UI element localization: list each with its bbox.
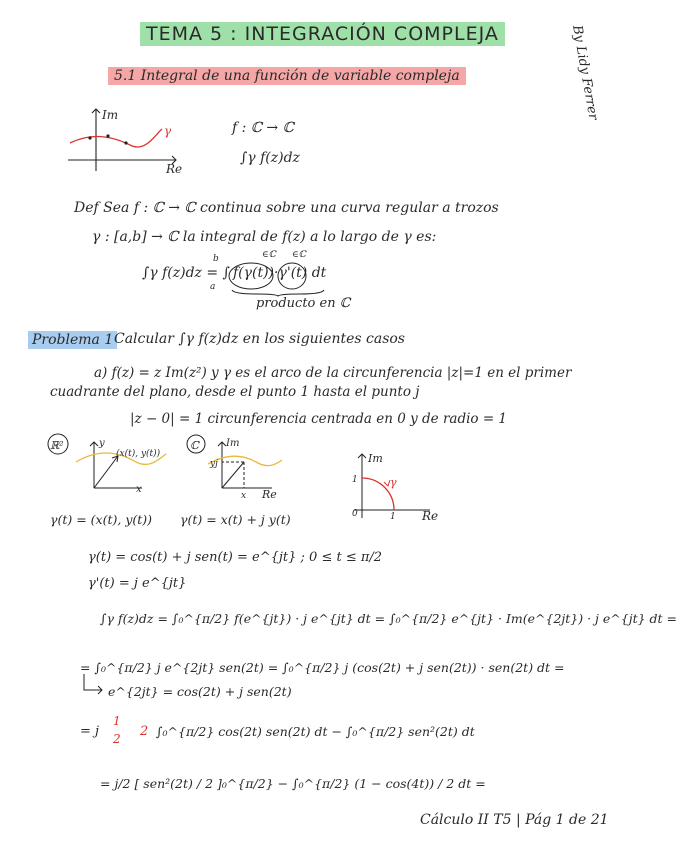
solution-line-6-prefix: = j	[80, 724, 100, 739]
solution-line-3: ∫γ f(z)dz = ∫₀^{π/2} f(e^{jt}) · j e^{jt} dt = ∫₀^{π/2} e^{jt} · Im(e^{2jt}) · j e^{jt} dt =	[100, 611, 677, 626]
author-signature	[553, 18, 601, 138]
solution-line-6: ∫₀^{π/2} cos(2t) sen(2t) dt − ∫₀^{π/2} sen²(2t) dt	[156, 724, 475, 739]
problem-tag: Problema 1	[28, 331, 117, 349]
problem-circle-definition: |z − 0| = 1 circunferencia centrada en 0 y de radio = 1	[130, 411, 508, 427]
solution-line-7: = j/2 [ sen²(2t) / 2 ]₀^{π/2} − ∫₀^{π/2} (1 − cos(4t)) / 2 dt =	[100, 776, 486, 791]
problem-a-line-2: cuadrante del plano, desde el punto 1 hasta el punto j	[50, 384, 420, 400]
definition-lower-limit: a	[210, 282, 216, 292]
r2-x-label: x	[136, 484, 142, 495]
c-x-tick: x	[241, 491, 247, 501]
gamma-c-formula: γ(t) = x(t) + j y(t)	[180, 512, 291, 527]
c-re-label: Re	[262, 488, 277, 501]
r2-y-label: y	[99, 438, 105, 449]
c-im-label: Im	[226, 438, 240, 449]
c-plane-plot	[186, 432, 286, 508]
intro-gamma-label: γ	[164, 124, 172, 138]
c-label: ℂ	[190, 439, 199, 452]
r2-label: ℝ²	[50, 439, 64, 452]
solution-line-1: γ(t) = cos(t) + j sen(t) = e^{jt} ; 0 ≤ t ≤ π/2	[88, 550, 383, 565]
page-footer: Cálculo II T5 | Pág 1 de 21	[420, 812, 609, 828]
definition-annotations	[226, 256, 332, 296]
solution-line-2: γ'(t) = j e^{jt}	[88, 576, 187, 591]
quarter-circle-plot	[340, 450, 450, 524]
quarter-im-label: Im	[368, 452, 383, 465]
page-title: TEMA 5 : INTEGRACIÓN COMPLEJA	[140, 22, 505, 46]
definition-line-2: γ : [a,b] → ℂ la integral de f(z) a lo largo de γ es:	[92, 229, 437, 245]
quarter-gamma-label: γ	[390, 476, 397, 489]
solution-line-4: = ∫₀^{π/2} j e^{2jt} sen(2t) = ∫₀^{π/2} j (cos(2t) + j sen(2t)) · sen(2t) dt =	[80, 660, 565, 675]
definition-line-1: Def Sea f : ℂ → ℂ continua sobre una curva regular a trozos	[74, 200, 499, 216]
definition-formula-left: ∫γ f(z)dz = ∫	[142, 265, 230, 281]
solution-line-5: e^{2jt} = cos(2t) + j sen(2t)	[108, 684, 292, 699]
intro-im-label: Im	[102, 108, 119, 122]
quarter-one-y: 1	[352, 475, 358, 485]
definition-upper-limit: b	[213, 254, 219, 264]
problem-a-line-1: a) f(z) = z Im(z²) y γ es el arco de la circunferencia |z|=1 en el primer	[94, 365, 572, 381]
intro-re-label: Re	[166, 162, 183, 176]
quarter-zero: 0	[352, 509, 358, 519]
definition-underbrace: producto en ℂ	[256, 296, 351, 311]
definition-note-c2: ∈ℂ	[292, 250, 306, 260]
r2-point-label: (x(t), y(t))	[116, 449, 161, 459]
intro-integral: ∫γ f(z)dz	[240, 150, 300, 166]
solution-red-numerator: 1	[113, 714, 121, 728]
definition-formula-right: f(γ(t))·γ'(t) dt	[233, 265, 327, 281]
quarter-one-x: 1	[390, 512, 396, 522]
solution-arrow	[80, 674, 106, 696]
author-text: By Lidy Ferrer	[569, 24, 601, 122]
intro-mapping: f : ℂ → ℂ	[232, 120, 294, 136]
c-yj-label: yj	[210, 459, 218, 469]
quarter-re-label: Re	[422, 509, 439, 523]
solution-red-denominator: 2	[113, 732, 121, 746]
gamma-r2-formula: γ(t) = (x(t), y(t))	[50, 512, 153, 527]
section-heading: 5.1 Integral de una función de variable compleja	[108, 67, 466, 85]
definition-note-c1: ∈ℂ	[262, 250, 276, 260]
problem-statement: Calcular ∫γ f(z)dz en los siguientes casos	[114, 331, 405, 347]
solution-red-factor: 2	[140, 724, 149, 739]
r2-plane-plot	[46, 432, 176, 508]
intro-complex-plane	[60, 105, 190, 175]
